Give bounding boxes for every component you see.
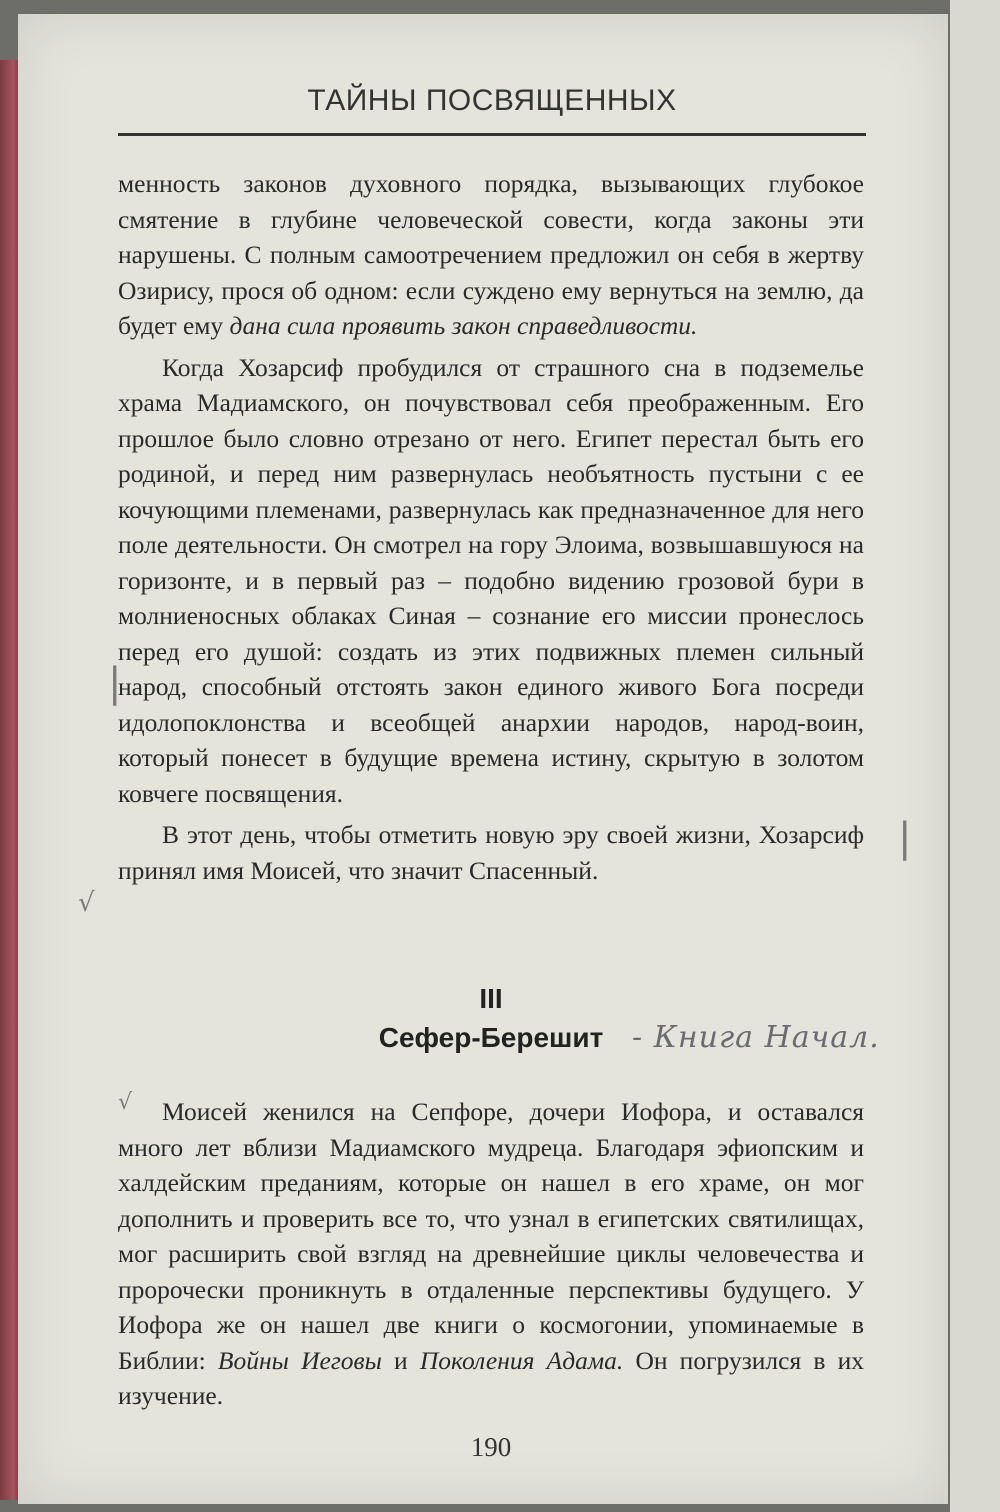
paragraph-1-italic: дана сила проявить закон справедливости. bbox=[229, 311, 698, 340]
section-number: III bbox=[479, 983, 503, 1014]
running-header: ТАЙНЫ ПОСВЯЩЕННЫХ bbox=[307, 84, 677, 117]
handwritten-note: - Книга Начал. bbox=[632, 1020, 880, 1055]
paragraph-4 bbox=[118, 1094, 864, 1414]
paragraph-3: В этот день, чтобы отметить новую эру своей жизни, Хозарсиф принял имя Моисей, что значит Спасенный. bbox=[118, 820, 864, 885]
next-page-edge bbox=[950, 0, 1000, 1512]
paragraph-1 bbox=[118, 166, 864, 344]
body-text-bottom bbox=[118, 1094, 864, 1414]
page-number: 190 bbox=[470, 1432, 512, 1462]
paragraph-4-italic-1: Войны Иеговы bbox=[217, 1345, 382, 1375]
body-text-top bbox=[118, 166, 864, 888]
paragraph-2: Когда Хозарсиф пробудился от страшного сна в подземелье храма Мадиамского, он почувствовал себя преображенным. Его прошлое было словно отрезано от него. Египет перестал быть его родиной, и перед ним развернулась необъятность пустыни с ее кочующими племенами, развернулась как предназначенное для него поле деятельности. Он смотрел на гору Элоима, возвышавшуюся на горизонте, и в первый раз – подобно видению грозовой бури в молниеносных облаках Синая – сознание его миссии пронеслось перед его душой: создать из этих подвижных племен сильный народ, способный отстоять закон единого живого Бога посреди идолопоклонства и всеобщей анархии народов, народ-воин, который понесет в будущие времена истину, скрытую в золотом ковчеге посвящения. bbox=[118, 352, 864, 808]
section-title: Сефер-Берешит bbox=[378, 1022, 604, 1053]
paragraph-4-italic-2: Поколения Адама. bbox=[419, 1345, 624, 1375]
paragraph-1-text: менность законов духовного порядка, вызывающих глубокое смятение в глубине человеческой совести, когда законы эти нарушены. С полным самоотречением предложил он себя в жертву Озирису, прося об одном: если суждено ему вернуться на землю, да будет ему bbox=[118, 169, 864, 340]
pencil-check-mark-icon: √ bbox=[118, 1090, 133, 1115]
header-rule bbox=[118, 133, 866, 136]
paragraph-4-text-c: Он погрузился в их изучение. bbox=[118, 1345, 864, 1410]
paragraph-4-text-a: Моисей женился на Сепфоре, дочери Иофора, и оставался много лет вблизи Мадиамского мудреца. Благодаря эфиопским и халдейским преданиям, которые он нашел в его храме, он мог дополнить и проверить все то, что узнал в египетских святилищах, мог расширить свой взгляд на древнейшие циклы человечества и пророчески проникнуть в отдаленные перспективы будущего. У Иофора же он нашел две книги о космогонии, упоминаемые в Библии: bbox=[118, 1097, 864, 1375]
paragraph-4-text-b: и bbox=[381, 1345, 420, 1375]
pencil-margin-line-icon: | bbox=[898, 815, 912, 861]
pencil-margin-line-icon: | bbox=[108, 660, 122, 706]
pencil-check-mark-icon: √ bbox=[78, 888, 95, 918]
